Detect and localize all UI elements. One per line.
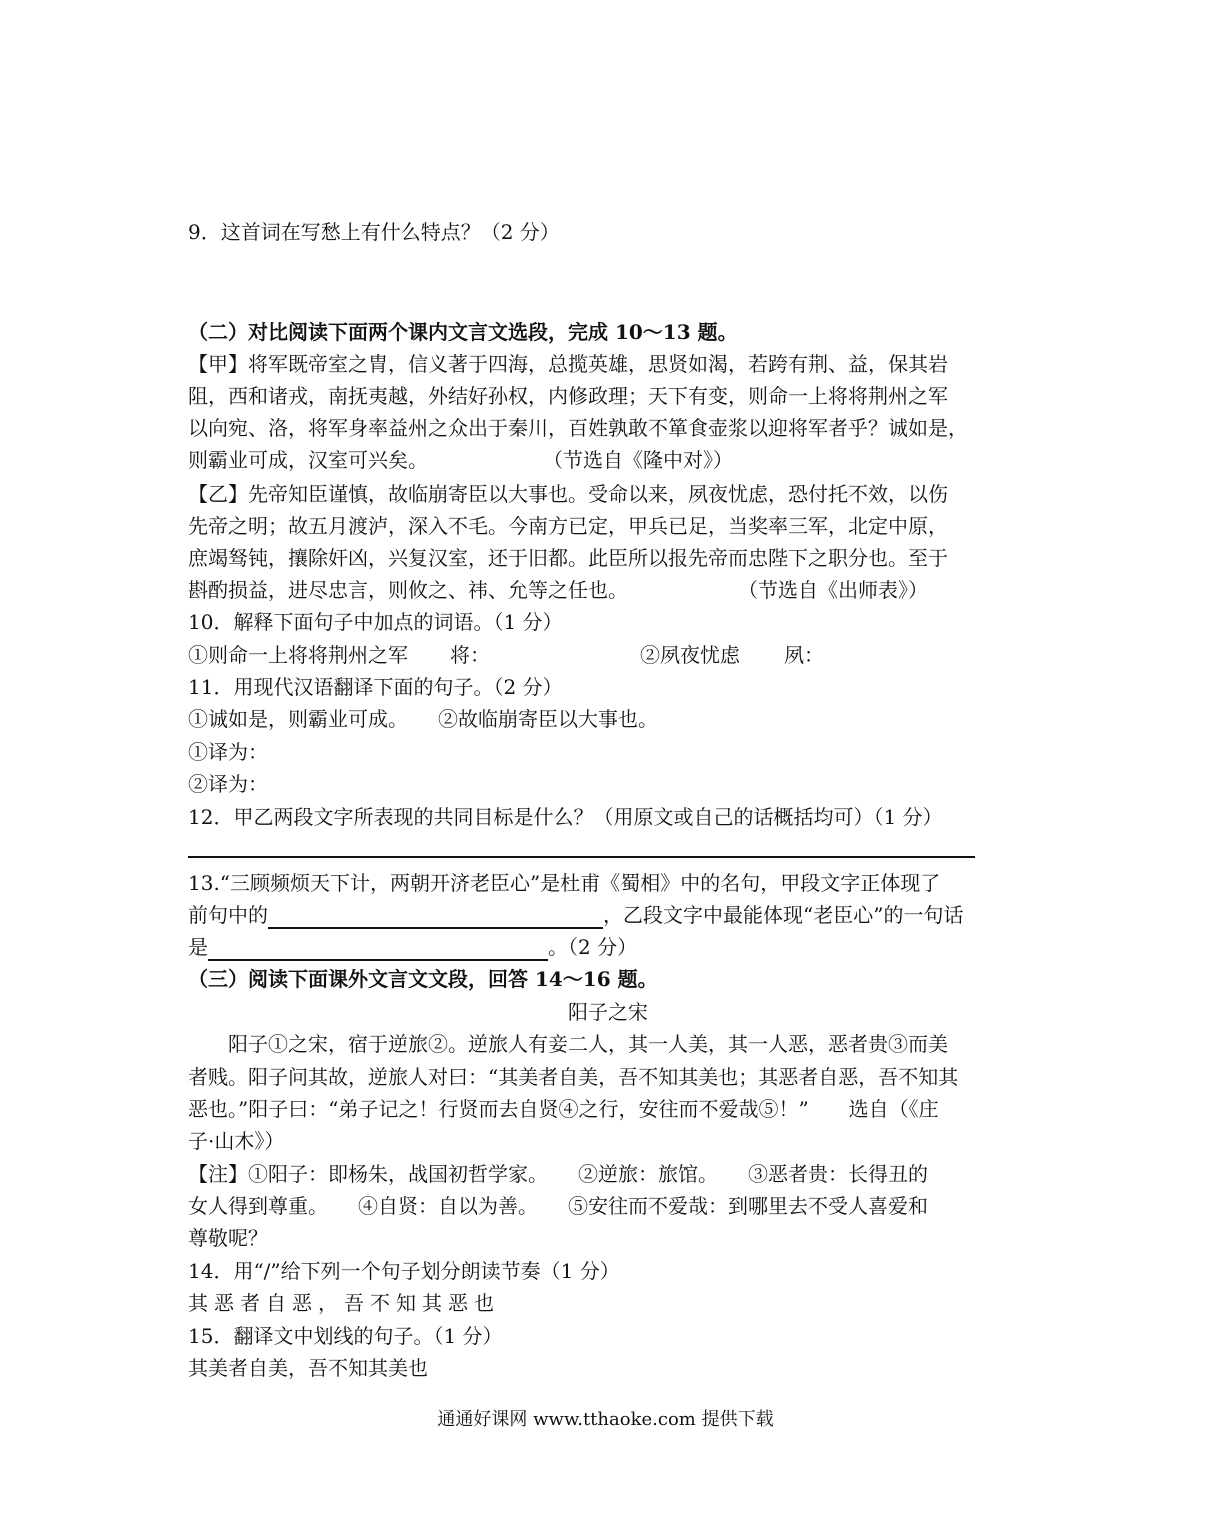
question-13-line-3 [188,933,637,961]
q10-item-1-label: 将： [450,643,490,667]
notes-line-2: 女人得到尊重。 ④自贤：自以为善。 ⑤安往而不爱哉：到哪里去不受人喜爱和 [188,1194,928,1218]
question-12-answer-line[interactable] [188,856,975,858]
notes-line-3: 尊敬呢？ [188,1226,268,1250]
passage-yi-line-4 [188,576,928,604]
q13-text-d: 。（2 分） [548,935,638,959]
section-3-heading: （三）阅读下面课外文言文文段，回答 14～16 题。 [188,967,658,991]
notes-line-1: 【注】①阳子：即杨朱，战国初哲学家。 ②逆旅：旅馆。 ③恶者贵：长得丑的 [188,1162,928,1186]
passage-jia-line-3: 以向宛、洛，将军身率益州之众出于秦川，百姓孰敢不箪食壶浆以迎将军者乎？诚如是， [188,416,968,440]
question-10: 10．解释下面句子中加点的词语。（1 分） [188,610,563,634]
question-13-line-2 [188,901,963,929]
q10-item-1: ①则命一上将将荆州之军 [188,643,408,667]
passage-text-line-2: 者贱。阳子问其故，逆旅人对曰：“其美者自美，吾不知其美也；其恶者自恶，吾不知其 [188,1065,959,1089]
passage-jia-line-1: 【甲】将军既帝室之胄，信义著于四海，总揽英雄，思贤如渴，若跨有荆、益，保其岩 [188,352,948,376]
question-11-answer-2: ②译为： [188,772,268,796]
passage-title: 阳子之宋 [568,1000,648,1024]
q13-text-a: 前句中的 [188,903,268,927]
question-15-sentence: 其美者自美，吾不知其美也 [188,1356,428,1380]
passage-yi-source: （节选自《出师表》） [738,578,928,602]
question-14-sentence: 其恶者自恶，吾不知其恶也 [188,1291,500,1315]
passage-jia-line-2: 阻，西和诸戎，南抚夷越，外结好孙权，内修政理；天下有变，则命一上将将荆州之军 [188,384,948,408]
q10-item-2-label: 夙： [784,643,824,667]
q13-text-b: ，乙段文字中最能体现“老臣心”的一句话 [603,903,964,927]
question-13-line-1: 13.“三顾频烦天下计，两朝开济老臣心”是杜甫《蜀相》中的名句，甲段文字正体现了 [188,871,941,895]
question-12: 12．甲乙两段文字所表现的共同目标是什么？（用原文或自己的话概括均可）（1 分） [188,805,943,829]
question-10-items [188,641,824,669]
q13-text-c: 是 [188,935,208,959]
question-11-answer-1: ①译为： [188,740,268,764]
passage-yi-line-1: 【乙】先帝知臣谨慎，故临崩寄臣以大事也。受命以来，夙夜忧虑，恐付托不效，以伤 [188,482,948,506]
question-11: 11．用现代汉语翻译下面的句子。（2 分） [188,675,563,699]
question-9: 9．这首词在写愁上有什么特点？（2 分） [188,220,560,244]
q13-blank-2[interactable] [208,937,548,961]
passage-text-line-4: 子·山木》） [188,1129,285,1153]
page-footer: 通通好课网 www.tthaoke.com 提供下载 [437,1409,774,1430]
passage-yi-line-2: 先帝之明；故五月渡泸，深入不毛。今南方已定，甲兵已足，当奖率三军，北定中原， [188,514,948,538]
passage-yi-last: 斟酌损益，进尽忠言，则攸之、祎、允等之任也。 [188,578,628,602]
passage-jia-last: 则霸业可成，汉室可兴矣。 [188,448,428,472]
question-11-sentences: ①诚如是，则霸业可成。 ②故临崩寄臣以大事也。 [188,707,658,731]
question-14: 14．用“/”给下列一个句子划分朗读节奏（1 分） [188,1259,620,1283]
passage-jia-line-4 [188,446,733,474]
passage-text-line-1: 阳子①之宋，宿于逆旅②。逆旅人有妾二人，其一人美，其一人恶，恶者贵③而美 [228,1032,948,1056]
passage-text-line-3: 恶也。”阳子曰：“弟子记之！行贤而去自贤④之行，安往而不爱哉⑤！” 选自（《庄 [188,1097,939,1121]
question-15: 15．翻译文中划线的句子。（1 分） [188,1324,503,1348]
section-2-heading: （二）对比阅读下面两个课内文言文选段，完成 10～13 题。 [188,320,738,344]
q13-blank-1[interactable] [268,905,603,929]
passage-jia-source: （节选自《隆中对》） [543,448,733,472]
passage-yi-line-3: 庶竭驽钝，攘除奸凶，兴复汉室，还于旧都。此臣所以报先帝而忠陛下之职分也。至于 [188,546,948,570]
q10-item-2: ②夙夜忧虑 [640,643,740,667]
